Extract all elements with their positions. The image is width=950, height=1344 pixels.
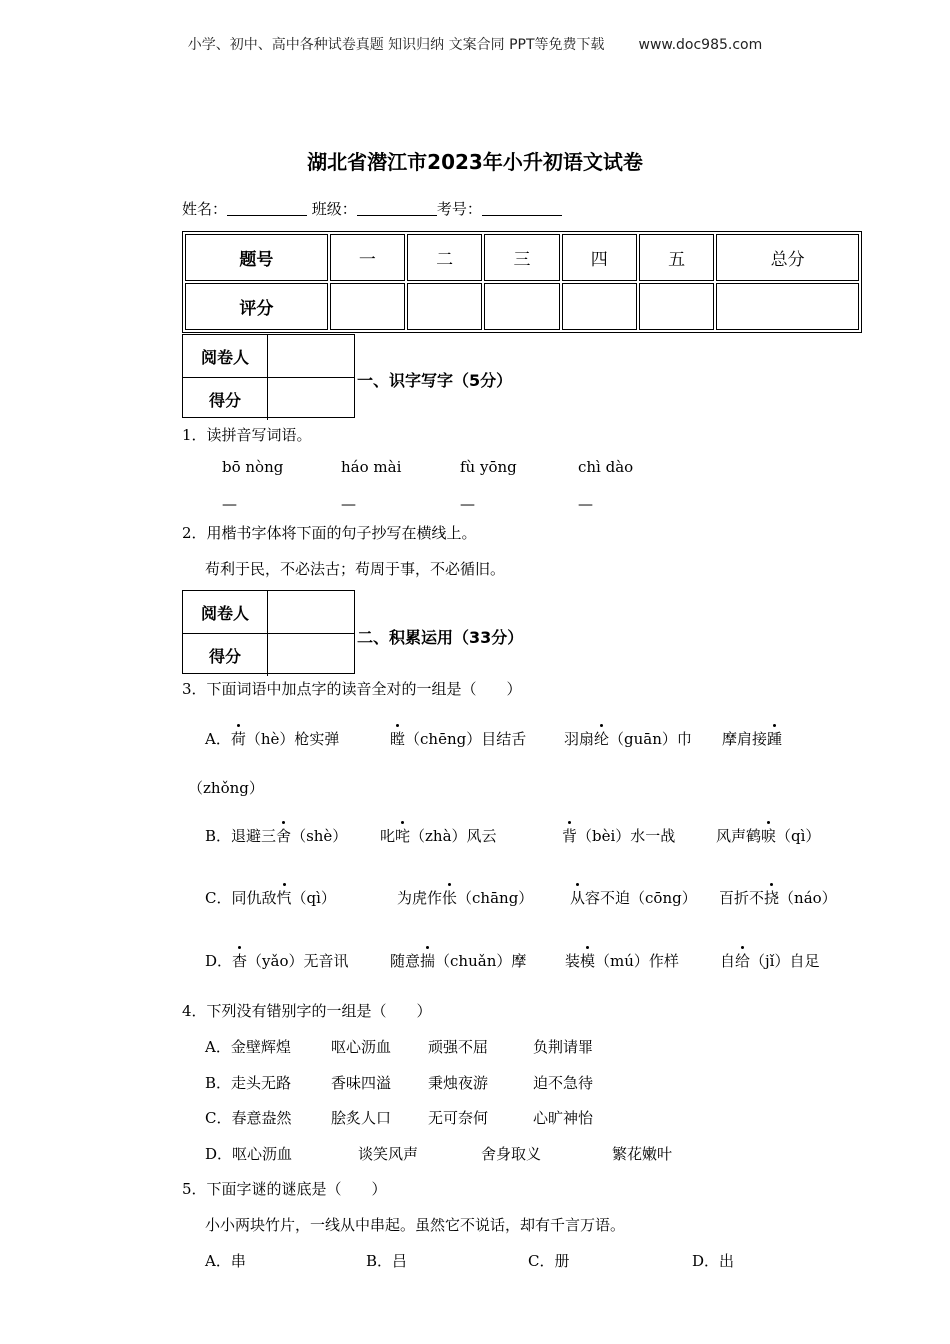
grader-reader-cell[interactable] [268, 335, 354, 377]
option-text: 装 [565, 952, 581, 970]
q4-option-c-item: 无可奈何 [428, 1109, 489, 1127]
q3-option-d [205, 950, 349, 971]
q3-option-d-item [390, 950, 526, 971]
student-info [182, 198, 562, 219]
dotted-char: 背 [562, 827, 578, 845]
section-1-heading: 一、识字写字（5分） [357, 371, 513, 390]
page-header [0, 34, 950, 54]
option-text: （qì） [776, 827, 821, 845]
option-letter: B． [205, 827, 232, 845]
q1-answer-line[interactable]: — [460, 495, 475, 513]
q5-option: C．册 [528, 1252, 570, 1270]
option-text: 风声鹤 [716, 827, 762, 845]
option-text: （náo） [779, 889, 837, 907]
option-text: （chēng）目结舌 [405, 730, 527, 748]
q5-text: 5．下面字谜的谜底是（ ） [182, 1180, 387, 1198]
option-letter: D． [205, 952, 233, 970]
q4-option-d: D．呕心沥血 [205, 1145, 293, 1163]
q4-option-c: C．春意盎然 [205, 1109, 292, 1127]
q1-pinyin: háo mài [341, 458, 402, 476]
id-label: 考号： [436, 200, 482, 218]
dotted-char: 杳 [232, 952, 248, 970]
score-header-cell: 一 [330, 234, 405, 281]
q1-answer-line[interactable]: — [341, 495, 356, 513]
dotted-char: 纶 [594, 730, 610, 748]
q4-option-a: A．金壁辉煌 [205, 1038, 291, 1056]
q3-option-a-continued: （zhǒng） [188, 779, 264, 797]
score-cell[interactable] [330, 283, 405, 330]
class-field[interactable] [357, 201, 437, 216]
q3-option-a-item [564, 728, 692, 749]
name-field[interactable] [227, 201, 307, 216]
q4-option-b: B．走头无路 [205, 1074, 292, 1092]
score-cell[interactable] [562, 283, 637, 330]
q5-option: D．出 [692, 1252, 735, 1270]
dotted-char: 给 [735, 952, 751, 970]
grader-score-label: 得分 [183, 634, 268, 676]
grader-box-2 [182, 590, 355, 674]
option-text: （guān）巾 [609, 730, 692, 748]
q3-option-b-item [716, 825, 820, 846]
score-table [182, 231, 862, 333]
score-table-header-row [185, 234, 859, 281]
score-cell[interactable] [716, 283, 859, 330]
option-text: 摩肩接 [722, 730, 768, 748]
option-text: 退避三 [231, 827, 277, 845]
grader-reader-label: 阅卷人 [183, 335, 268, 377]
score-header-cell: 二 [407, 234, 482, 281]
q4-text: 4．下列没有错别字的一组是（ ） [182, 1002, 432, 1020]
dotted-char: 挠 [764, 889, 780, 907]
q1-text: 1．读拼音写词语。 [182, 426, 312, 444]
dotted-char: 瞠 [390, 730, 406, 748]
q2-text: 2．用楷书字体将下面的句子抄写在横线上。 [182, 524, 477, 542]
q1-pinyin: bō nòng [222, 458, 284, 476]
page-title: 湖北省潜江市2023年小升初语文试卷 [307, 150, 643, 174]
q3-option-d-item [565, 950, 679, 971]
option-text: （hè）枪实弹 [245, 730, 340, 748]
q3-option-c-item [570, 887, 697, 908]
dotted-char: 模 [580, 952, 596, 970]
header-site[interactable]: www.doc985.com [638, 37, 763, 53]
score-cell[interactable] [639, 283, 714, 330]
q4-option-d-item: 谈笑风声 [358, 1145, 419, 1163]
score-row-label: 评分 [185, 283, 328, 330]
q4-option-c-item: 脍炙人口 [331, 1109, 392, 1127]
q3-option-c-item [397, 887, 533, 908]
q1-answer-line[interactable]: — [578, 495, 593, 513]
grader-reader-label: 阅卷人 [183, 591, 268, 633]
score-cell[interactable] [407, 283, 482, 330]
q3-option-c [205, 887, 336, 908]
name-label: 姓名： [182, 200, 228, 218]
score-header-cell: 题号 [185, 234, 328, 281]
q4-option-a-item: 负荆请罪 [533, 1038, 594, 1056]
dotted-char: 踵 [767, 730, 783, 748]
option-text: 为虎作 [397, 889, 443, 907]
option-text: （mú）作样 [595, 952, 679, 970]
dotted-char: 忾 [276, 889, 292, 907]
class-label: 班级： [311, 200, 357, 218]
option-text: 容不迫（cōng） [585, 889, 697, 907]
id-field[interactable] [482, 201, 562, 216]
option-text: （chāng） [457, 889, 534, 907]
q1-pinyin: fù yōng [460, 458, 517, 476]
dotted-char: 荷 [230, 730, 246, 748]
grader-score-cell[interactable] [268, 378, 354, 420]
q4-option-d-item: 舍身取义 [481, 1145, 542, 1163]
q4-option-a-item: 顽强不屈 [428, 1038, 489, 1056]
q3-option-c-item [719, 887, 837, 908]
section-2-heading: 二、积累运用（33分） [357, 628, 524, 647]
q3-option-b-item [380, 825, 497, 846]
score-table-score-row [185, 283, 859, 330]
dotted-char: 唳 [761, 827, 777, 845]
grader-reader-cell[interactable] [268, 591, 354, 633]
option-text: （bèi）水一战 [577, 827, 676, 845]
q4-option-d-item: 繁花嫩叶 [612, 1145, 673, 1163]
q4-option-b-item: 秉烛夜游 [428, 1074, 489, 1092]
q3-option-d-item [720, 950, 819, 971]
q5-option: A．串 [205, 1252, 246, 1270]
q3-option-a [205, 728, 339, 749]
q5-option: B．吕 [366, 1252, 408, 1270]
q4-option-a-item: 呕心沥血 [331, 1038, 392, 1056]
option-text: 随意 [390, 952, 421, 970]
dotted-char: 揣 [420, 952, 436, 970]
score-header-cell: 总分 [716, 234, 859, 281]
q5-riddle: 小小两块竹片，一线从中串起。虽然它不说话，却有千言万语。 [205, 1216, 626, 1234]
grader-score-label: 得分 [183, 378, 268, 420]
score-header-cell: 四 [562, 234, 637, 281]
q2-sentence: 苟利于民，不必法古；苟周于事，不必循旧。 [205, 560, 506, 578]
option-text: 自 [720, 952, 736, 970]
header-text: 小学、初中、高中各种试卷真题 知识归纳 文案合同 PPT等免费下载 [187, 37, 605, 53]
q3-option-b [205, 825, 347, 846]
option-text: （jǐ）自足 [750, 952, 820, 970]
q4-option-c-item: 心旷神怡 [533, 1109, 594, 1127]
q3-option-b-item [562, 825, 675, 846]
score-cell[interactable] [484, 283, 559, 330]
dotted-char: 伥 [442, 889, 458, 907]
q1-answer-line[interactable]: — [222, 495, 237, 513]
q4-option-b-item: 香味四溢 [331, 1074, 392, 1092]
option-text: （shè） [291, 827, 348, 845]
option-text: 同仇敌 [231, 889, 277, 907]
dotted-char: 咤 [395, 827, 411, 845]
dotted-char: 从 [570, 889, 586, 907]
q4-option-b-item: 迫不急待 [533, 1074, 594, 1092]
option-text: （qì） [291, 889, 336, 907]
option-letter: A． [205, 730, 231, 748]
dotted-char: 舍 [276, 827, 292, 845]
grader-score-cell[interactable] [268, 634, 354, 676]
q3-option-a-item [722, 728, 782, 749]
score-header-cell: 五 [639, 234, 714, 281]
score-header-cell: 三 [484, 234, 559, 281]
option-text: 百折不 [719, 889, 765, 907]
option-letter: C． [205, 889, 232, 907]
q3-text: 3．下面词语中加点字的读音全对的一组是（ ） [182, 680, 522, 698]
grader-box-1 [182, 334, 355, 418]
option-text: （zhà）风云 [410, 827, 497, 845]
q3-option-a-item [390, 728, 526, 749]
option-text: 叱 [380, 827, 396, 845]
q1-pinyin: chì dào [578, 458, 634, 476]
option-text: 羽扇 [564, 730, 595, 748]
option-text: （chuǎn）摩 [435, 952, 527, 970]
option-text: （yǎo）无音讯 [247, 952, 349, 970]
